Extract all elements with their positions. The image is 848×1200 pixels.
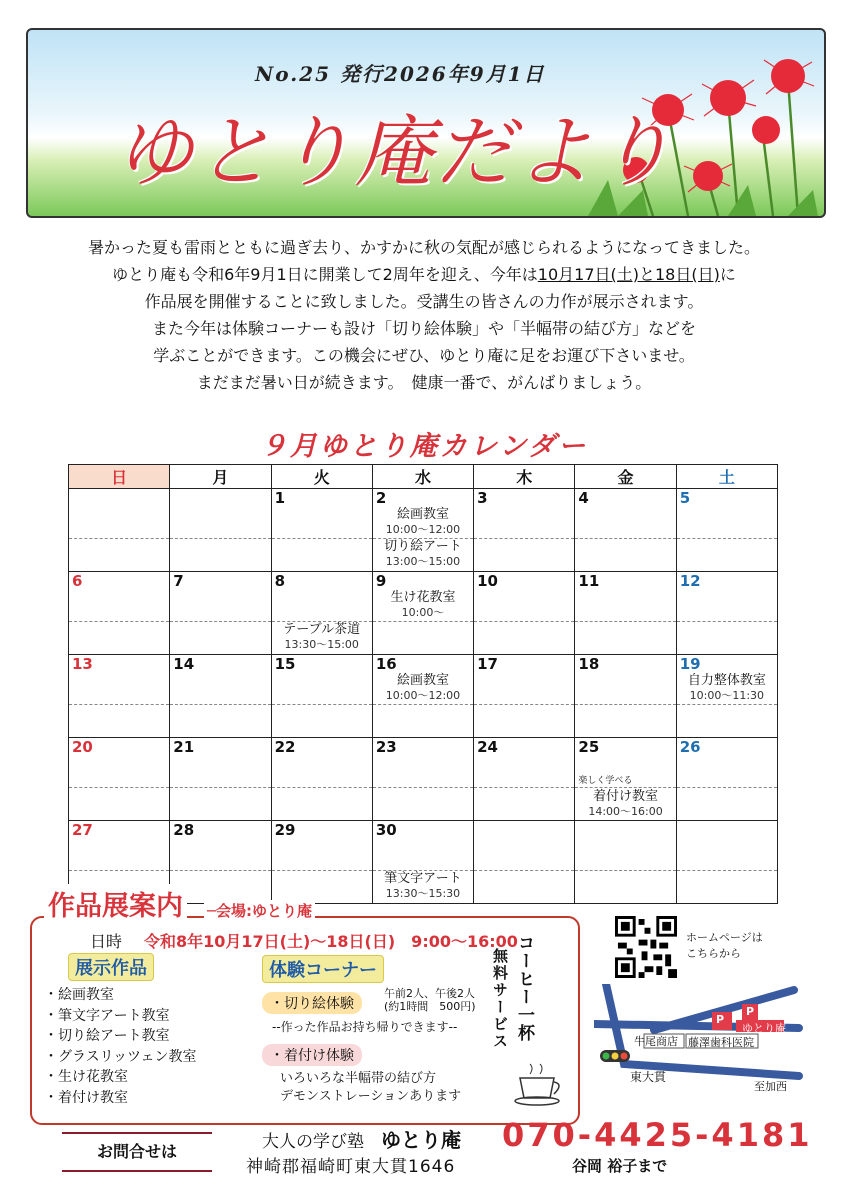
weekday-header: 水	[372, 465, 473, 489]
map-label-shop: 牛尾商店	[634, 1035, 678, 1048]
intro-line: ゆとり庵も令和6年9月1日に開業して2周年を迎え、今年は10月17日(土)と18日(日)に	[112, 265, 736, 284]
calendar-day-cell-lower	[372, 788, 473, 821]
calendar-day-cell	[676, 489, 777, 539]
kimono-experience: ・着付け体験	[262, 1044, 362, 1066]
access-map	[594, 984, 806, 1092]
calendar-title: ９月ゆとり庵カレンダー	[259, 431, 589, 462]
calendar-day-cell-lower	[575, 622, 676, 655]
day-number: 3	[477, 489, 488, 507]
parking-icon: P	[716, 1013, 725, 1026]
calendar-day-cell	[575, 572, 676, 622]
weekday-header: 金	[575, 465, 676, 489]
day-number: 6	[72, 572, 83, 590]
day-number: 8	[274, 572, 285, 590]
issue-number: No.25 発行2026年9月1日	[255, 62, 546, 86]
calendar-day-cell-lower	[69, 539, 170, 572]
calendar-table	[68, 464, 778, 904]
calendar-day-cell-lower	[676, 705, 777, 738]
intro-line: まだまだ暑い日が続きます。 健康一番で、がんばりましょう。	[196, 373, 652, 392]
intro-line: 作品展を開催することに致しました。受講生の皆さんの力作が展示されます。	[144, 292, 704, 311]
calendar-day-cell-lower	[69, 705, 170, 738]
map-label-direction: 至加西	[754, 1080, 787, 1093]
day-number: 1	[274, 489, 285, 507]
paper-cutting-note: --作った作品お持ち帰りできます--	[272, 1020, 458, 1034]
calendar-day-cell	[170, 572, 271, 622]
address: 神崎郡福崎町東大貫1646	[246, 1157, 456, 1177]
calendar-day-cell	[575, 655, 676, 705]
paper-cutting-experience: ・切り絵体験	[262, 992, 362, 1014]
contact-person: 谷岡 裕子まで	[572, 1157, 668, 1175]
calendar-day-cell-lower	[170, 705, 271, 738]
calendar-day-cell	[271, 738, 372, 788]
calendar-day-cell-lower	[271, 539, 372, 572]
weekday-header: 火	[271, 465, 372, 489]
intro-line: 学ぶことができます。この機会にぜひ、ゆとり庵に足をお運び下さいませ。	[153, 346, 695, 365]
calendar-day-cell-lower	[676, 788, 777, 821]
works-heading: 展示作品	[68, 953, 154, 981]
calendar-day-cell	[372, 738, 473, 788]
calendar-day-cell-lower	[69, 788, 170, 821]
day-number: 26	[679, 738, 701, 756]
calendar-day-cell	[271, 489, 372, 539]
coffee-text: コーヒー一杯	[514, 934, 534, 1042]
day-number: 29	[274, 821, 296, 839]
day-number: 12	[679, 572, 701, 590]
calendar-day-cell	[170, 738, 271, 788]
list-item: ・ 切り絵アート教室	[44, 1026, 196, 1047]
calendar-day-cell	[676, 821, 777, 871]
calendar-day-cell	[271, 655, 372, 705]
parking-icon: P	[746, 1005, 755, 1018]
day-number: 5	[679, 489, 691, 507]
event: 自力整体教室 10:00～11:30	[687, 673, 766, 702]
list-item: ・ グラスリッツェン教室	[44, 1047, 196, 1068]
calendar-day-cell-lower	[271, 705, 372, 738]
weekday-header: 土	[676, 465, 777, 489]
calendar-day-cell	[170, 655, 271, 705]
phone-number[interactable]: 070-4425-4181	[502, 1116, 813, 1154]
calendar-day-cell-lower	[676, 539, 777, 572]
free-service-text: 無料サービス	[491, 948, 509, 1050]
qr-code-icon[interactable]	[615, 916, 677, 978]
calendar-day-cell	[575, 821, 676, 871]
date-value: 令和8年10月17日(土)～18日(日) 9:00～16:00	[144, 932, 518, 951]
map-label-yutorian: ゆとり庵	[742, 1022, 786, 1035]
day-number: 17	[477, 655, 498, 673]
calendar-day-cell	[474, 738, 575, 788]
calendar-day-cell-lower	[474, 705, 575, 738]
calendar-day-cell	[474, 489, 575, 539]
event: 生け花教室 10:00～	[390, 590, 456, 619]
calendar-day-cell	[69, 738, 170, 788]
list-item: ・ 絵画教室	[44, 985, 196, 1006]
day-number: 25	[578, 738, 600, 756]
calendar-day-cell-lower	[372, 539, 473, 572]
day-number: 11	[578, 572, 600, 590]
paper-cutting-details: 午前2人、午後2人 (約1時間 500円)	[384, 987, 476, 1013]
day-number: 24	[477, 738, 498, 756]
calendar-day-cell-lower	[170, 539, 271, 572]
calendar-day-cell	[69, 489, 170, 539]
experience-heading: 体験コーナー	[262, 955, 384, 983]
calendar-day-cell	[474, 821, 575, 871]
calendar-day-cell-lower	[170, 788, 271, 821]
calendar-day-cell-lower	[69, 622, 170, 655]
calendar-day-cell	[372, 489, 473, 539]
day-number: 18	[578, 655, 600, 673]
list-item: ・ 着付け教室	[44, 1088, 196, 1109]
exhibition-heading: 作品展案内	[44, 884, 187, 923]
calendar-day-cell	[474, 572, 575, 622]
coffee-cup-icon	[512, 1060, 570, 1108]
list-item: ・ 筆文字アート教室	[44, 1006, 196, 1027]
calendar-day-cell	[69, 821, 170, 871]
works-list	[44, 985, 196, 1108]
calendar-day-cell	[676, 655, 777, 705]
intro-line: 暑かった夏も雷雨とともに過ぎ去り、かすかに秋の気配が感じられるようになってきました。	[87, 238, 760, 257]
calendar-day-cell-lower	[170, 622, 271, 655]
calendar-day-cell-lower	[372, 622, 473, 655]
event: 楽しく学べる 着付け教室 14:00～16:00	[578, 776, 663, 818]
calendar-day-cell	[372, 821, 473, 871]
calendar-day-cell-lower	[372, 705, 473, 738]
calendar-day-cell-lower	[676, 871, 777, 904]
calendar-day-cell-lower	[575, 776, 676, 821]
day-number: 23	[375, 738, 397, 756]
calendar-day-cell-lower	[271, 788, 372, 821]
calendar-day-cell-lower	[271, 871, 372, 904]
day-number: 9	[375, 572, 387, 590]
calendar-day-cell	[676, 738, 777, 788]
list-item: ・ 生け花教室	[44, 1067, 196, 1088]
calendar-day-cell	[676, 572, 777, 622]
day-number: 4	[578, 489, 589, 507]
day-number: 22	[274, 738, 296, 756]
calendar-day-cell	[372, 655, 473, 705]
calendar-day-cell-lower	[474, 788, 575, 821]
calendar-day-cell-lower	[271, 622, 372, 655]
calendar-day-cell-lower	[474, 622, 575, 655]
day-number: 7	[173, 572, 184, 590]
day-number: 28	[173, 821, 195, 839]
calendar-day-cell-lower	[474, 871, 575, 904]
day-number: 20	[72, 738, 93, 756]
event: 絵画教室 10:00～12:00	[385, 673, 461, 702]
homepage-label: ホームページは こちらから	[686, 931, 763, 960]
calendar-day-cell-lower	[372, 871, 473, 904]
calendar-day-cell-lower	[676, 622, 777, 655]
calendar-day-cell	[575, 489, 676, 539]
calendar-day-cell	[271, 572, 372, 622]
school-name: 大人の学び塾 ゆとり庵	[262, 1128, 461, 1152]
kimono-note: いろいろな半幅帯の結び方 デモンストレーションあります	[280, 1071, 462, 1104]
newsletter-title: ゆとり庵だより	[115, 108, 676, 198]
day-number: 15	[274, 655, 296, 673]
weekday-header: 月	[170, 465, 271, 489]
day-number: 10	[477, 572, 498, 590]
calendar-day-cell	[474, 655, 575, 705]
weekday-header: 木	[474, 465, 575, 489]
map-label-street: 東大貫	[630, 1070, 667, 1084]
day-number: 30	[375, 821, 397, 839]
day-number: 13	[72, 655, 93, 673]
calendar-day-cell	[69, 655, 170, 705]
calendar-day-cell	[372, 572, 473, 622]
exhibition-dates: 10月17日(土)と18日(日)	[537, 265, 720, 284]
day-number: 2	[375, 489, 387, 507]
event: 絵画教室 10:00～12:00	[385, 507, 461, 536]
day-number: 16	[375, 655, 397, 673]
event: テーブル茶道 13:30～15:00	[283, 622, 361, 651]
event: 切り絵アート 13:00～15:00	[384, 539, 462, 568]
calendar-day-cell-lower	[575, 705, 676, 738]
calendar-day-cell-lower	[575, 871, 676, 904]
date-label: 日時	[90, 932, 123, 951]
contact-label: お問合せは	[62, 1132, 212, 1172]
calendar-day-cell	[271, 821, 372, 871]
calendar-day-cell	[170, 821, 271, 871]
day-number: 27	[72, 821, 93, 839]
event: 筆文字アート 13:30～15:30	[384, 871, 462, 900]
calendar-day-cell-lower	[474, 539, 575, 572]
intro-text	[40, 234, 808, 396]
day-number: 21	[173, 738, 195, 756]
calendar-day-cell	[69, 572, 170, 622]
weekday-header: 日	[69, 465, 170, 489]
intro-line: また今年は体験コーナーも設け「切り絵体験」や「半幅帯の結び方」などを	[151, 319, 696, 338]
calendar-day-cell	[170, 489, 271, 539]
day-number: 19	[679, 655, 701, 673]
exhibition-venue: ─会場:ゆとり庵	[204, 900, 315, 921]
calendar-day-cell-lower	[575, 539, 676, 572]
map-label-clinic: 藤澤歯科医院	[688, 1036, 754, 1049]
day-number: 14	[173, 655, 195, 673]
